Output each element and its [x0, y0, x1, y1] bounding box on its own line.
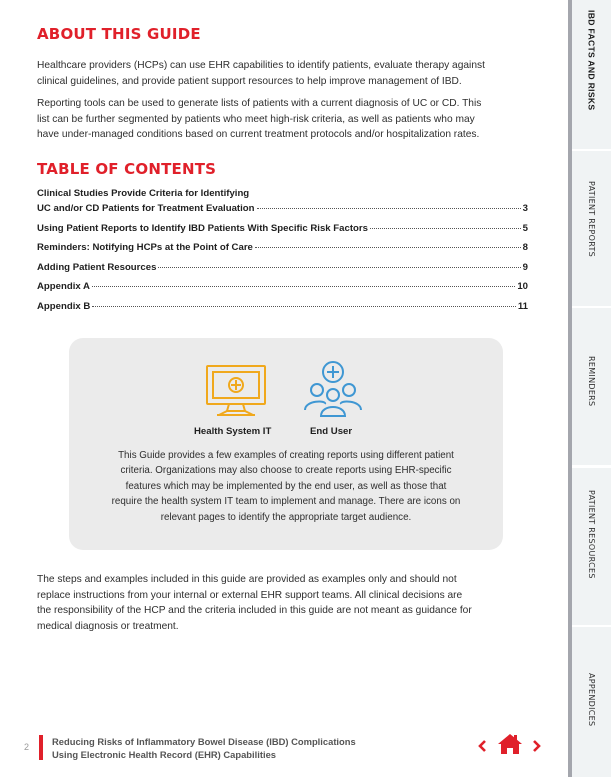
- footer-document-title: [52, 735, 356, 761]
- text-line: clinical guidelines, and provide patient support resources to help improve management of IBD.: [37, 75, 462, 87]
- end-user-label: End User: [310, 426, 353, 437]
- toc-entry-6[interactable]: [37, 301, 528, 321]
- text-line: The steps and examples included in this guide are provided as examples only and should not: [37, 574, 457, 585]
- about-paragraph-1: [37, 58, 532, 89]
- tab-label: PATIENT RESOURCES: [587, 490, 596, 579]
- section-sidebar: [572, 0, 611, 777]
- toc-page-number: 9: [522, 261, 528, 273]
- text-line: features which may be implemented by the end user, as well as those that: [125, 480, 447, 492]
- toc-entry-3[interactable]: [37, 242, 528, 262]
- text-line: criteria. Organizations may also choose to create reports using EHR-specific: [120, 465, 452, 477]
- toc-entry-5[interactable]: [37, 281, 528, 301]
- disclaimer-paragraph: [37, 572, 532, 634]
- health-system-it-label: Health System IT: [194, 426, 272, 437]
- tab-appendices[interactable]: [572, 627, 611, 777]
- text-line: list can be further segmented by patients who meet high-risk criteria, as well as patients who may: [37, 113, 475, 125]
- text-line: have under-managed conditions based on current treatment protocols and/or hospitalization rates.: [37, 129, 480, 140]
- monitor-plus-icon: [205, 364, 267, 423]
- tab-label: APPENDICES: [587, 673, 596, 727]
- text-line: Healthcare providers (HCPs) can use EHR capabilities to identify patients, evaluate therapy against: [37, 60, 485, 71]
- toc-entry-4[interactable]: [37, 262, 528, 282]
- chevron-right-icon: [532, 739, 542, 758]
- toc-page-number: 10: [517, 281, 528, 292]
- next-page-button[interactable]: [532, 737, 542, 759]
- text-line: This Guide provides a few examples of creating reports using different patient: [118, 450, 454, 461]
- prev-page-button[interactable]: [477, 737, 487, 759]
- home-icon: [497, 733, 523, 760]
- audience-description: [83, 448, 489, 525]
- toc-entry-title: Appendix A: [37, 281, 90, 292]
- toc-entry-title: UC and/or CD Patients for Treatment Evaluation: [37, 203, 255, 214]
- toc-page-number: 8: [522, 242, 528, 253]
- tab-label: PATIENT REPORTS: [587, 181, 596, 258]
- toc-entry-title: Reminders: Notifying HCPs at the Point of Care: [37, 242, 253, 253]
- toc-leader-dots: [255, 247, 521, 248]
- footer-accent-bar: [39, 735, 43, 760]
- toc-page-number: 3: [522, 203, 528, 214]
- toc-entry-1[interactable]: [37, 203, 528, 223]
- text-line: Using Electronic Health Record (EHR) Capabilities: [52, 749, 277, 760]
- page-number: 2: [24, 742, 30, 752]
- toc-leader-dots: [92, 306, 516, 307]
- users-plus-icon: [303, 360, 363, 423]
- toc-entry-2[interactable]: [37, 223, 528, 243]
- toc-page-number: 11: [517, 300, 528, 312]
- tab-patient-reports[interactable]: [572, 151, 611, 306]
- text-line: medical diagnosis or treatment.: [37, 620, 179, 632]
- toc-leader-dots: [370, 228, 521, 229]
- toc-entry-title: Adding Patient Resources: [37, 261, 157, 273]
- tab-reminders[interactable]: [572, 308, 611, 465]
- text-line: the responsibility of the HCP and the criteria included in this guide are not meant as guidance for: [37, 605, 472, 616]
- toc-page-number: 5: [522, 222, 528, 234]
- tab-ibd-facts-and-risks[interactable]: [572, 0, 611, 149]
- tab-patient-resources[interactable]: [572, 468, 611, 625]
- toc-leader-dots: [158, 267, 520, 268]
- tab-label: IBD FACTS AND RISKS: [586, 10, 597, 111]
- table-of-contents: [37, 188, 528, 320]
- about-paragraph-2: [37, 96, 532, 143]
- toc-entry-1-line1[interactable]: [37, 188, 528, 203]
- toc-leader-dots: [92, 286, 515, 287]
- toc-entry-title: Using Patient Reports to Identify IBD Patients With Specific Risk Factors: [37, 222, 368, 234]
- home-button[interactable]: [497, 735, 523, 757]
- text-line: relevant pages to identify the appropriate target audience.: [160, 511, 412, 523]
- toc-heading: TABLE OF CONTENTS: [37, 160, 217, 178]
- text-line: Reducing Risks of Inflammatory Bowel Disease (IBD) Complications: [52, 736, 356, 747]
- about-heading: ABOUT THIS GUIDE: [37, 25, 201, 43]
- text-line: replace instructions from your internal or external EHR support teams. All clinical decisions are: [37, 589, 463, 601]
- toc-leader-dots: [257, 208, 521, 209]
- audience-info-box: [69, 338, 503, 550]
- text-line: Reporting tools can be used to generate lists of patients with a current diagnosis of UC or CD. This: [37, 98, 482, 109]
- text-line: require the health system IT team to implement and manage. There are icons on: [111, 496, 461, 508]
- chevron-left-icon: [477, 739, 487, 758]
- toc-entry-title: Appendix B: [37, 300, 91, 312]
- toc-entry-title: Clinical Studies Provide Criteria for Identifying: [37, 188, 250, 199]
- tab-label: REMINDERS: [587, 356, 596, 407]
